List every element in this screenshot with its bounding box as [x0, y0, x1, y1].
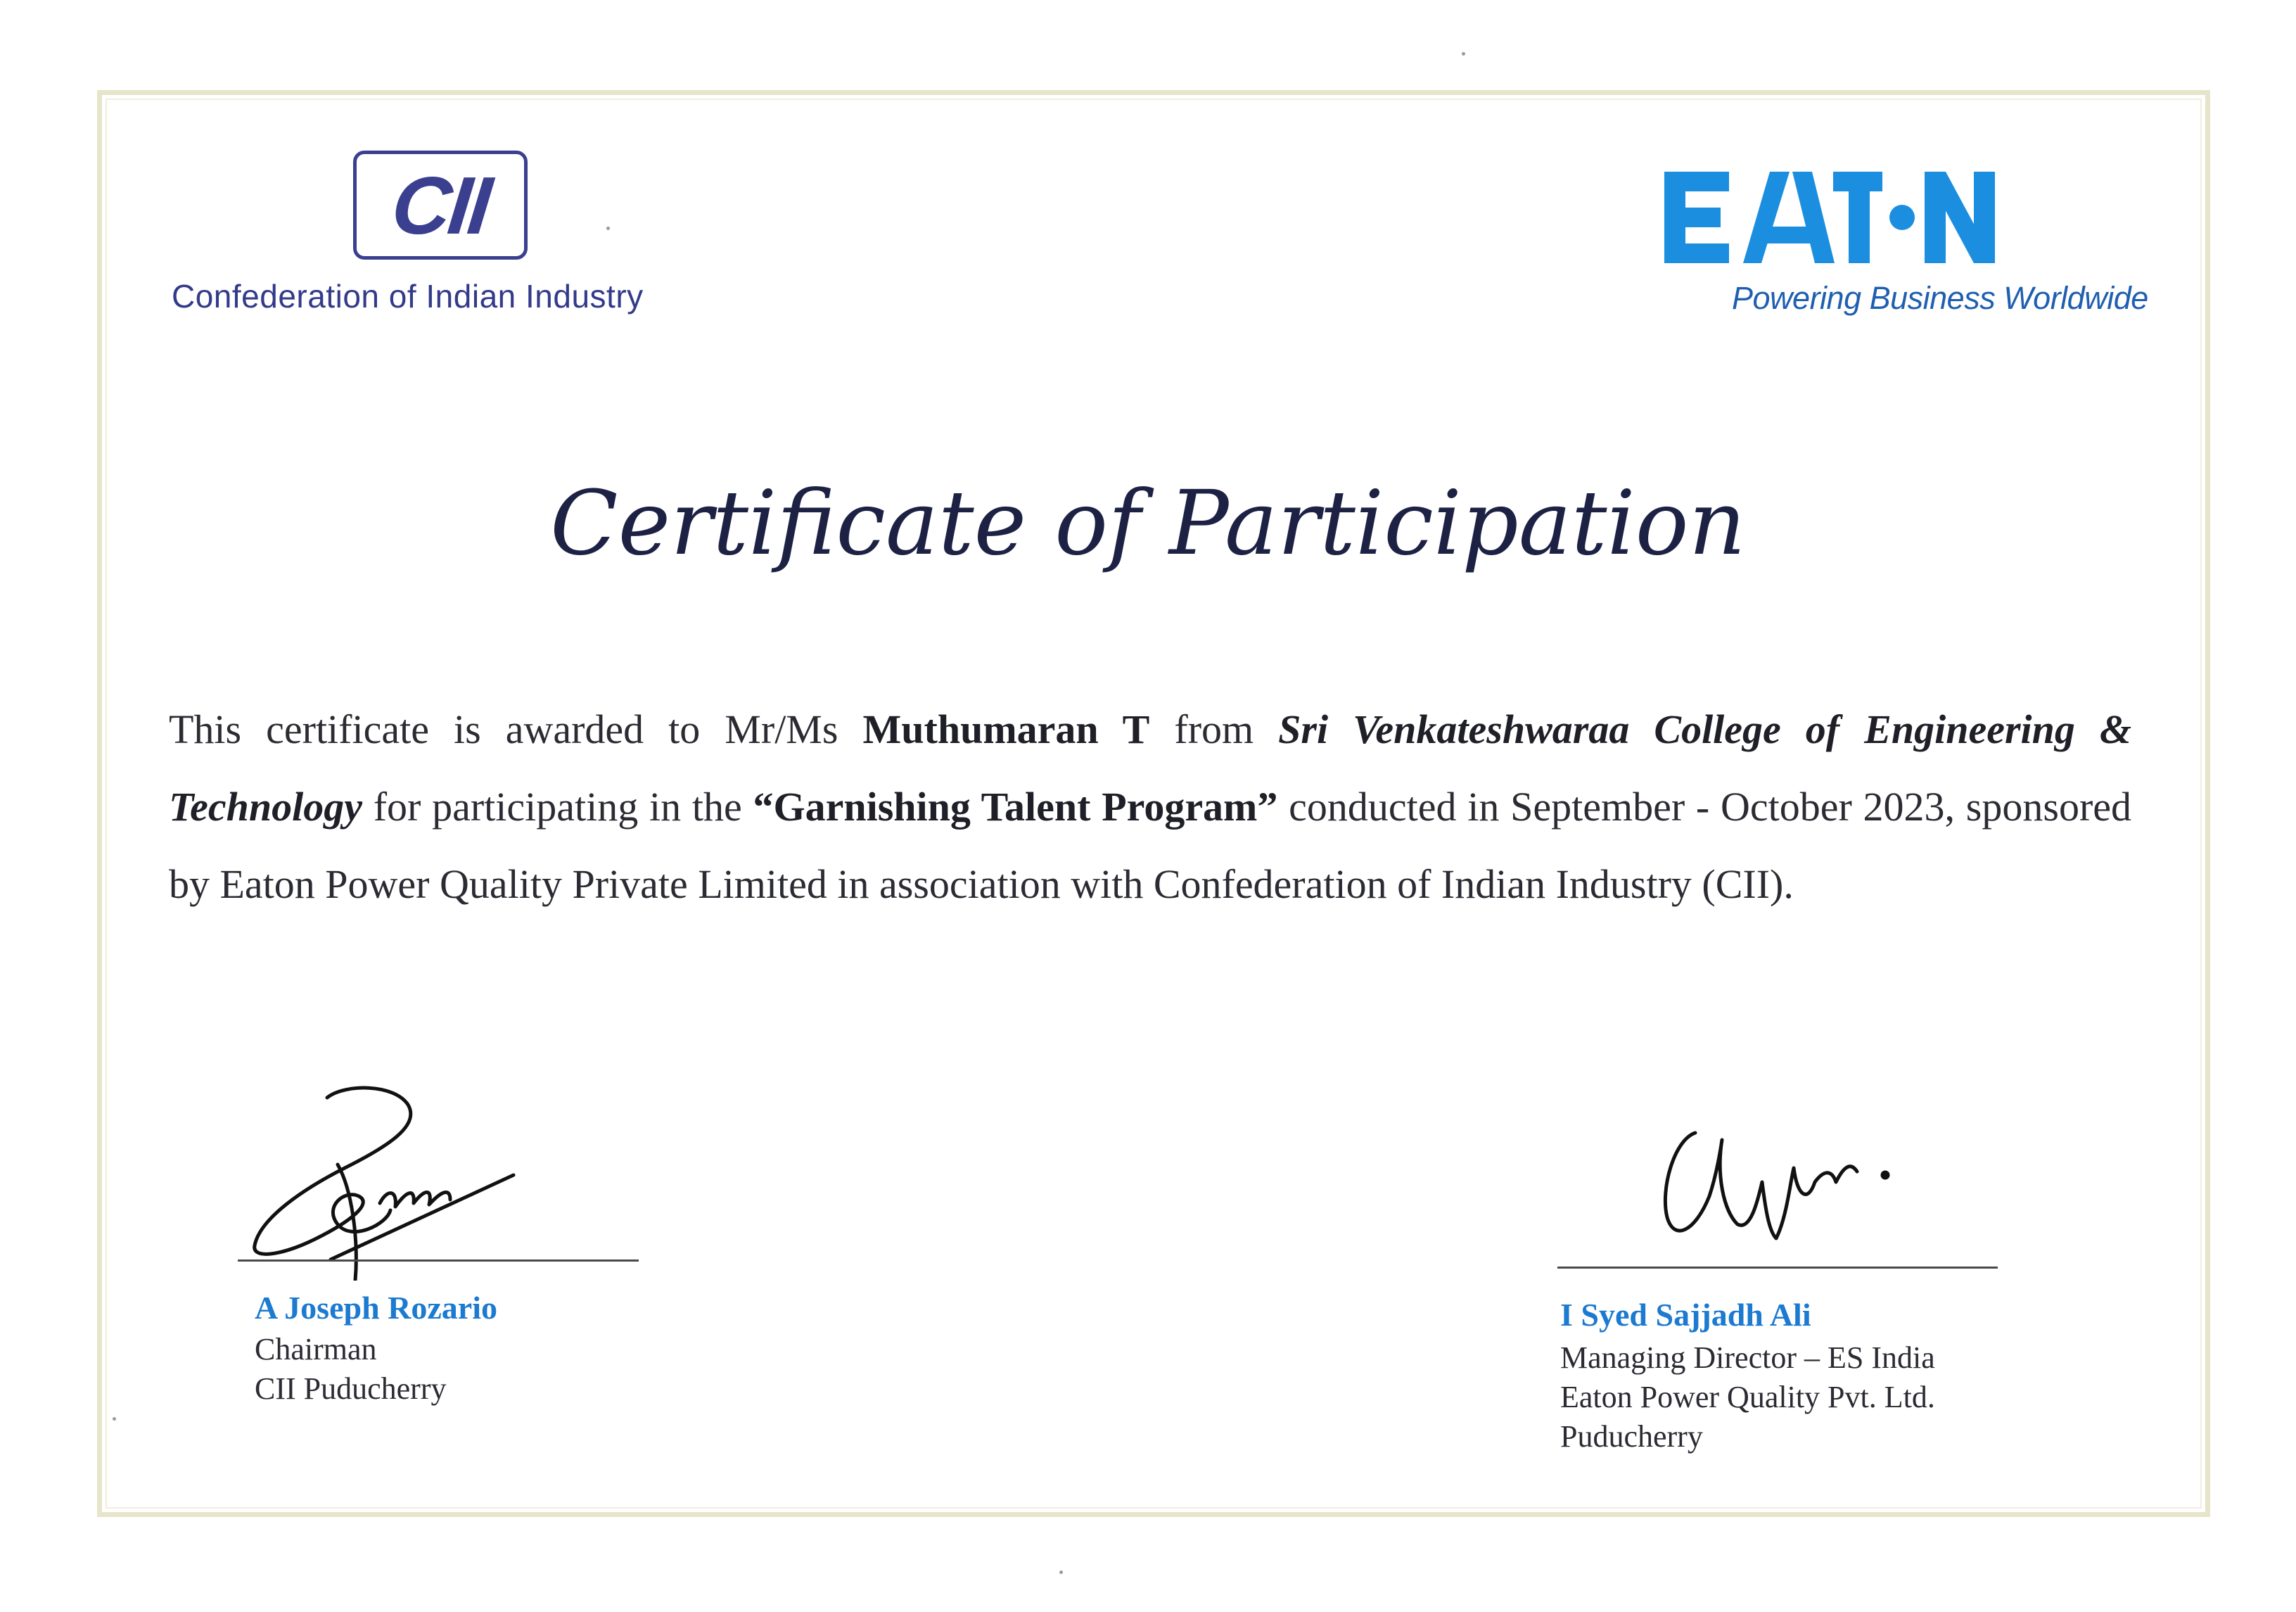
cii-logo-mark: CII: [388, 159, 493, 251]
program-name: “Garnishing Talent Program”: [753, 784, 1278, 830]
scan-speck: [1462, 52, 1465, 56]
cii-logo: [353, 151, 528, 260]
body-intro: This certificate is awarded to Mr/Ms: [169, 706, 838, 752]
scan-speck: [606, 227, 610, 230]
scan-speck: [1059, 1570, 1063, 1574]
signature-left: [239, 1084, 535, 1281]
signatory-location-right: Puducherry: [1560, 1419, 1703, 1454]
signature-line-left: [238, 1259, 639, 1262]
signatory-title-left: Chairman: [255, 1332, 377, 1366]
body-conducted: conducted in September - October 2023, sponsored by Eaton Power Quality Private Limited in association with Confederation of Indian Industry (CII).: [169, 784, 2132, 907]
cii-logo-caption: Confederation of Indian Industry: [172, 278, 644, 315]
recipient-name: Muthumaran T: [862, 706, 1150, 752]
signatory-company-right: Eaton Power Quality Pvt. Ltd.: [1560, 1380, 1935, 1414]
scan-speck: [113, 1417, 116, 1421]
signatory-title-right: Managing Director – ES India: [1560, 1340, 1935, 1375]
eaton-tagline: Powering Business Worldwide: [1732, 280, 2148, 316]
signatory-name-left: A Joseph Rozario: [255, 1290, 497, 1326]
certificate-body: [169, 691, 2131, 923]
certificate-title: Certificate of Participation: [550, 471, 1746, 575]
body-participating: for participating in the: [373, 784, 742, 830]
signature-line-right: [1557, 1267, 1998, 1269]
body-from: from: [1174, 706, 1254, 752]
eaton-logo: [1664, 172, 1995, 263]
signatory-name-right: I Syed Sajjadh Ali: [1560, 1297, 1811, 1333]
college-name: Sri Venkateshwaraa College of Engineering & Technology: [169, 706, 2132, 830]
signature-right: [1646, 1112, 1941, 1267]
signatory-org-left: CII Puducherry: [255, 1371, 447, 1406]
